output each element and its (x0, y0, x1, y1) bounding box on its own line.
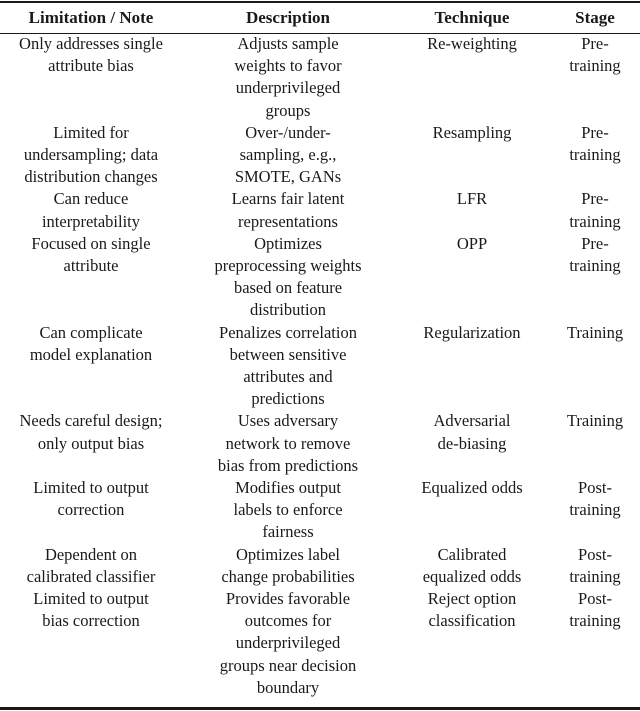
description-line: outcomes for (244, 611, 332, 631)
limitation-line: Limited to output (33, 589, 149, 609)
technique-line: LFR (456, 189, 488, 209)
description-line: fairness (262, 522, 314, 542)
stage-line: training (569, 145, 621, 165)
technique-line: Reject option (427, 589, 517, 609)
stage-line: training (569, 611, 621, 631)
description-line: Adjusts sample (237, 34, 339, 53)
header-limitation: Limitation / Note (28, 8, 154, 27)
cell-description (182, 322, 394, 411)
stage-line: Pre- (581, 189, 609, 209)
technique-line: Resampling (432, 122, 512, 142)
cell-description (182, 188, 394, 232)
limitation-line: correction (57, 500, 125, 520)
limitation-line: Focused on single (31, 233, 151, 253)
cell-technique (394, 322, 550, 411)
technique-line: equalized odds (422, 566, 522, 586)
limitation-line: Can reduce (53, 189, 129, 209)
description-line: Modifies output (235, 478, 341, 498)
limitation-line: Can complicate (39, 322, 143, 342)
limitation-line: distribution changes (24, 167, 158, 187)
cell-description (182, 477, 394, 544)
bottom-rule (0, 707, 640, 710)
stage-line: training (569, 211, 621, 231)
cell-description (182, 233, 394, 322)
description-line: underprivileged (235, 78, 341, 98)
description-line: Learns fair latent (231, 189, 345, 209)
cell-stage (550, 588, 640, 699)
technique-line: Re-weighting (427, 34, 517, 53)
table-row (0, 233, 640, 322)
cell-limitation (0, 122, 182, 189)
table-row (0, 188, 640, 232)
limitation-line: model explanation (29, 344, 153, 364)
cell-limitation (0, 544, 182, 588)
technique-line: de-biasing (437, 433, 507, 453)
cell-limitation (0, 322, 182, 411)
description-line: SMOTE, GANs (234, 167, 342, 187)
cell-description (182, 33, 394, 122)
description-line: Uses adversary (237, 411, 339, 431)
technique-line: classification (428, 611, 516, 631)
cell-description (182, 410, 394, 477)
description-line: Over-/under- (245, 122, 331, 142)
limitation-line: Dependent on (44, 544, 138, 564)
cell-limitation (0, 188, 182, 232)
description-line: underprivileged (235, 633, 341, 653)
table-row (0, 33, 640, 122)
cell-technique (394, 33, 550, 122)
cell-limitation (0, 410, 182, 477)
stage-line: Post- (578, 478, 612, 498)
limitation-line: Only addresses single (19, 34, 163, 53)
cell-limitation (0, 588, 182, 699)
stage-line: training (569, 56, 621, 76)
stage-line: training (569, 566, 621, 586)
description-line: Provides favorable (225, 589, 351, 609)
stage-line: Pre- (581, 122, 609, 142)
description-line: boundary (256, 677, 320, 697)
bias-mitigation-table (0, 3, 640, 699)
cell-description (182, 544, 394, 588)
description-line: labels to enforce (233, 500, 343, 520)
description-line: network to remove (225, 433, 351, 453)
limitation-line: Limited to output (33, 478, 149, 498)
stage-line: training (569, 500, 621, 520)
description-line: based on feature (233, 278, 343, 298)
stage-line: Pre- (581, 233, 609, 253)
limitation-line: only output bias (37, 433, 145, 453)
stage-line: Training (566, 322, 624, 342)
cell-stage (550, 33, 640, 122)
description-line: preprocessing weights (214, 256, 362, 276)
cell-limitation (0, 33, 182, 122)
cell-technique (394, 410, 550, 477)
limitation-line: bias correction (42, 611, 140, 631)
header-description: Description (245, 8, 331, 27)
stage-line: training (569, 256, 621, 276)
cell-limitation (0, 233, 182, 322)
description-line: predictions (251, 389, 325, 409)
limitation-line: undersampling; data (23, 145, 159, 165)
table-row (0, 588, 640, 699)
cell-technique (394, 588, 550, 699)
description-line: attributes and (243, 367, 333, 387)
table-row (0, 122, 640, 189)
cell-technique (394, 188, 550, 232)
cell-stage (550, 122, 640, 189)
cell-technique (394, 477, 550, 544)
table-body (0, 33, 640, 699)
description-line: Penalizes correlation (219, 322, 357, 342)
limitation-line: attribute bias (48, 56, 134, 76)
header-row (0, 3, 640, 33)
technique-line: Equalized odds (421, 478, 523, 498)
technique-line: Regularization (423, 322, 521, 342)
stage-line: Pre- (581, 34, 609, 53)
description-line: groups (265, 100, 311, 120)
table-row (0, 410, 640, 477)
stage-line: Post- (578, 589, 612, 609)
cell-stage (550, 188, 640, 232)
technique-line: Calibrated (437, 544, 507, 564)
technique-line: OPP (456, 233, 488, 253)
description-line: representations (238, 211, 338, 231)
cell-technique (394, 233, 550, 322)
stage-line: Post- (578, 544, 612, 564)
limitation-line: interpretability (41, 211, 141, 231)
cell-stage (550, 477, 640, 544)
table-row (0, 544, 640, 588)
description-line: between sensitive (229, 344, 347, 364)
cell-limitation (0, 477, 182, 544)
description-line: bias from predictions (217, 455, 359, 475)
technique-line: Adversarial (433, 411, 511, 431)
limitation-line: attribute (63, 256, 119, 276)
cell-stage (550, 410, 640, 477)
limitation-line: Needs careful design; (19, 411, 163, 431)
cell-technique (394, 122, 550, 189)
cell-stage (550, 544, 640, 588)
cell-stage (550, 322, 640, 411)
limitation-line: calibrated classifier (26, 566, 156, 586)
table-row (0, 477, 640, 544)
table-row (0, 322, 640, 411)
description-line: sampling, e.g., (239, 145, 337, 165)
cell-description (182, 588, 394, 699)
description-line: Optimizes label (235, 544, 340, 564)
cell-description (182, 122, 394, 189)
description-line: distribution (249, 300, 327, 320)
description-line: change probabilities (221, 566, 355, 586)
cell-stage (550, 233, 640, 322)
header-stage: Stage (575, 8, 615, 27)
cell-technique (394, 544, 550, 588)
description-line: weights to favor (234, 56, 342, 76)
description-line: groups near decision (219, 655, 357, 675)
limitation-line: Limited for (53, 122, 129, 142)
stage-line: Training (566, 411, 624, 431)
description-line: Optimizes (254, 233, 322, 253)
header-technique: Technique (434, 8, 510, 27)
